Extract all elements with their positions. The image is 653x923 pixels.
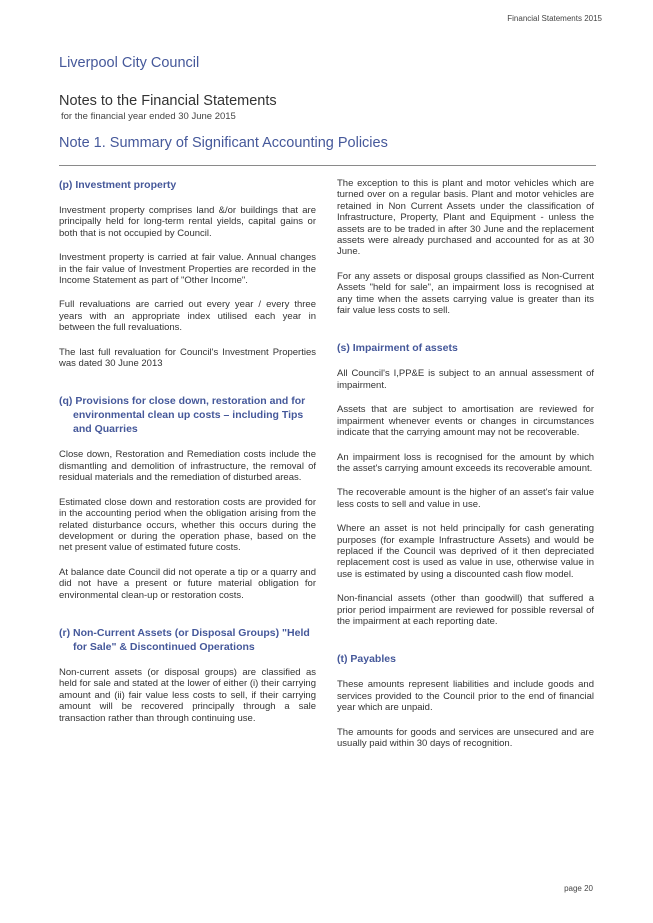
section-heading-provisions: (q) Provisions for close down, restoration and for environmental clean up costs – including Tips and Quarries [59,395,306,436]
section-heading-payables: (t) Payables [337,653,396,666]
paragraph: Where an asset is not held principally for cash generating purposes (for example Infrastructure Assets) and would be replaced if the Council was deprived of it then depreciated replacement cost is used as value in use, otherwise value in use is estimated by using a discounted cash flow model. [337,523,594,580]
paragraph: Investment property is carried at fair value. Annual changes in the fair value of Investment Properties are recorded in the Income Statement as part of "Other Income". [59,252,316,287]
paragraph: At balance date Council did not operate a tip or a quarry and did not have a present or future material obligation for environmental clean-up or restoration costs. [59,566,316,601]
reporting-period: for the financial year ended 30 June 2015 [61,111,236,122]
spacer [59,614,316,626]
paragraph: Investment property comprises land &/or buildings that are principally held for long-term rental yields, capital gains or both that is not occupied by Council. [59,205,316,239]
paragraph: Full revaluations are carried out every year / every three years with an appropriate index utilised each year in between the full revaluations. [59,299,316,334]
paragraph: Estimated close down and restoration costs are provided for in the accounting period when the obligation arising from the related disturbance occurs, whether this occurs during the development or during the operation phase, based on the net present value of estimated future costs. [59,496,316,554]
page-number: page 20 [564,884,593,893]
paragraph: Non-financial assets (other than goodwill) that suffered a prior period impairment are reviewed for possible reversal of the impairment at each reporting date. [337,593,594,627]
paragraph: For any assets or disposal groups classified as Non-Current Assets "held for sale", an impairment loss is recognised at any time when the assets carrying value is greater than its fair value less costs to sell. [337,270,594,317]
paragraph: The exception to this is plant and motor vehicles which are turned over on a regular basis. Plant and motor vehicles are retained in Non Current Assets under the classification of Infrastructure, Property, Plant and Equipment - unless the assets are to be traded in after 30 June and the replacement assets were already purchased and accounted for as at 30 June. [337,178,594,258]
paragraph: Non-current assets (or disposal groups) are classified as held for sale and stated at the lower of either (i) their carrying amount and (ii) fair value less costs to sell, if their carrying amount will be recovered principally through a sale transaction rather than through continuing use. [59,666,316,724]
paragraph: Close down, Restoration and Remediation costs include the dismantling and demolition of infrastructure, the removal of residual materials and the remediation of disturbed areas. [59,449,316,484]
section-heading-held-for-sale: (r) Non-Current Assets (or Disposal Groups) "Held for Sale" & Discontinued Operations [59,626,310,653]
paragraph: An impairment loss is recognised for the amount by which the asset's carrying amount exceeds its recoverable amount. [337,451,594,474]
organisation-name: Liverpool City Council [59,55,200,71]
paragraph: The recoverable amount is the higher of an asset's fair value less costs to sell and value in use. [337,487,594,510]
section-heading-impairment: (s) Impairment of assets [337,342,458,355]
spacer [59,382,316,394]
document-title: Notes to the Financial Statements [59,93,277,109]
left-column [59,178,316,737]
paragraph: Assets that are subject to amortisation are reviewed for impairment whenever events or changes in circumstances indicate that the carrying amount may not be recoverable. [337,404,594,439]
paragraph: The amounts for goods and services are unsecured and are usually paid within 30 days of recognition. [337,726,594,749]
spacer [337,329,594,341]
paragraph: All Council's I,PP&E is subject to an annual assessment of impairment. [337,368,594,391]
running-header: Financial Statements 2015 [507,14,602,23]
paragraph: These amounts represent liabilities and include goods and services provided to the Council prior to the end of financial year which are unpaid. [337,679,594,714]
note-title: Note 1. Summary of Significant Accounting Policies [59,135,388,151]
section-heading-investment-property: (p) Investment property [59,179,177,191]
spacer [337,640,594,652]
paragraph: The last full revaluation for Council's Investment Properties was dated 30 June 2013 [59,346,316,370]
header-divider [59,165,596,166]
right-column [337,178,594,762]
